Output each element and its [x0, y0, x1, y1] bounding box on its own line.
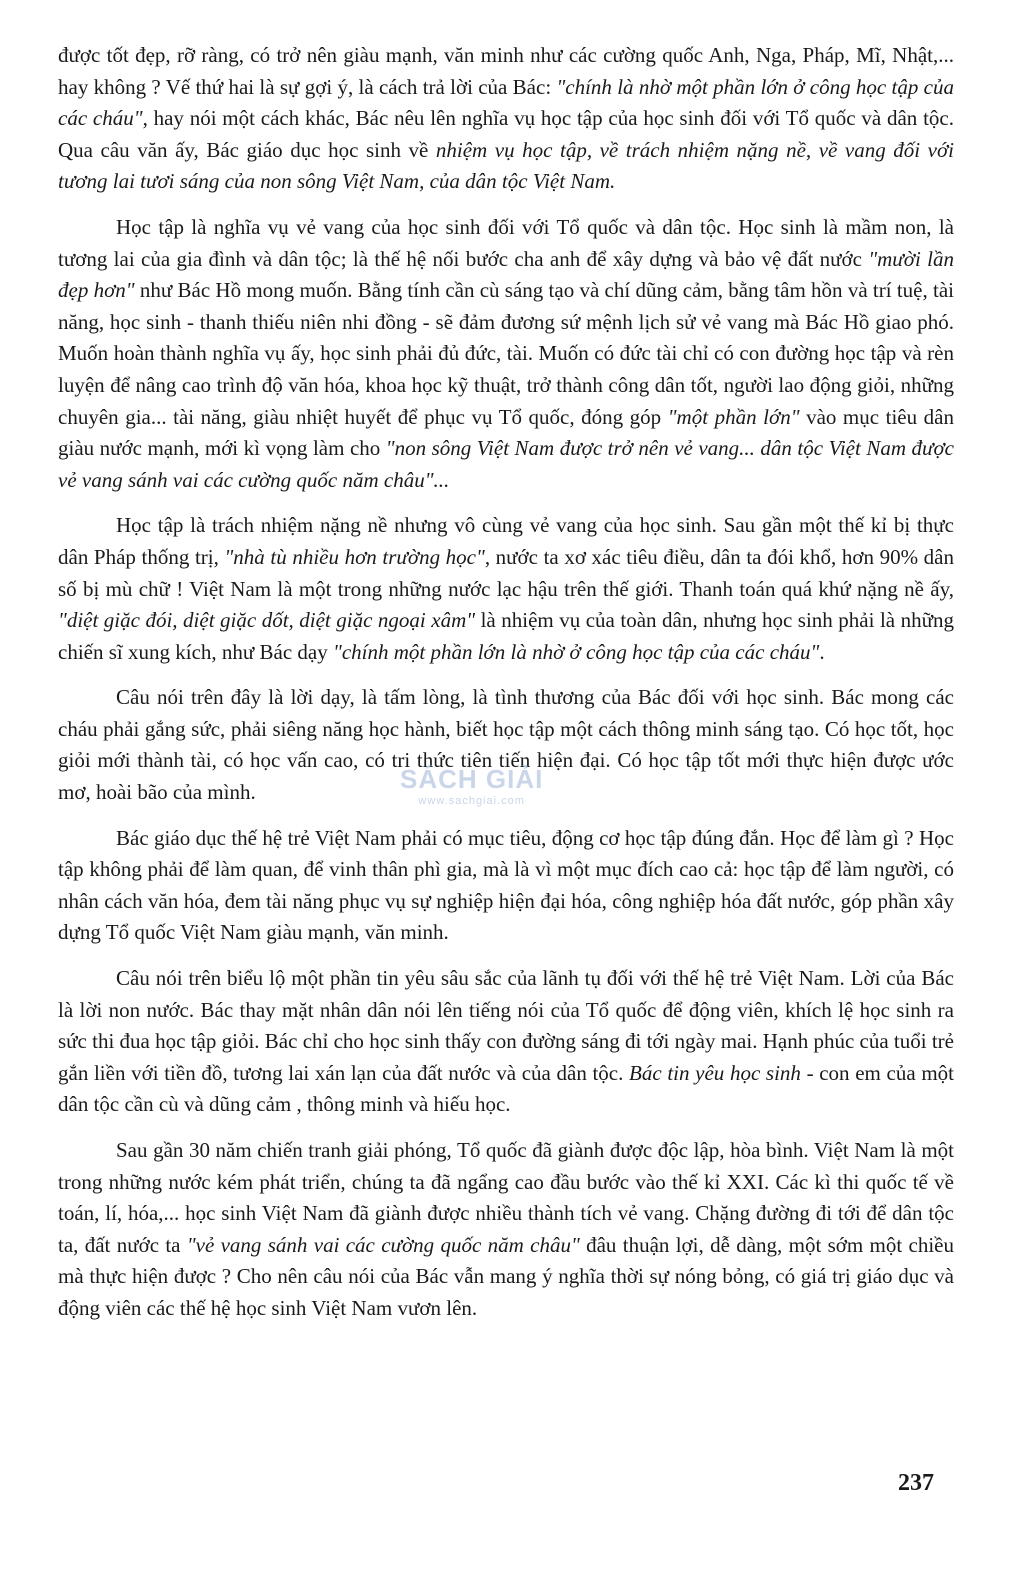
text-run-italic: "non sông Việt Nam được trở nên vẻ vang... dân tộc Việt Nam được vẻ vang sánh vai các cường quốc năm châu"...: [58, 436, 954, 492]
text-run-italic: "nhà tù nhiều hơn trường học": [224, 544, 485, 569]
text-run-italic: "chính là nhờ một phần lớn ở công học tập của các cháu": [58, 74, 954, 131]
watermark-title: SÁCH GIẢI: [400, 764, 544, 794]
text-run: , hay nói một cách khác, Bác nêu lên nghĩa vụ học tập của học sinh đối với Tổ quốc và dân tộc. Qua câu văn ấy, Bác giáo dục học sinh về: [58, 106, 954, 162]
text-run-italic: Bác tin yêu học sinh: [629, 1060, 801, 1085]
text-run: Học tập là trách nhiệm nặng nề nhưng vô cùng vẻ vang của học sinh. Sau gần một thế kỉ bị thực dân Pháp thống trị,: [58, 513, 954, 569]
text-run: là nhiệm vụ của toàn dân, nhưng học sinh phải là những chiến sĩ xung kích, như Bác dạy: [58, 608, 955, 664]
watermark-url: www.sachgiai.com: [418, 795, 525, 807]
paragraph-1: [58, 40, 954, 198]
text-run-italic: "vẻ vang sánh vai các cường quốc năm châu": [186, 1232, 580, 1257]
text-run: .: [819, 639, 825, 664]
text-run: - con em của một dân tộc cần cù và dũng cảm , thông minh và hiếu học.: [58, 1060, 954, 1117]
paragraph-7: [58, 1135, 954, 1325]
page-body: [58, 40, 954, 1339]
text-run: được tốt đẹp, rỡ ràng, có trở nên giàu mạnh, văn minh như các cường quốc Anh, Nga, Pháp, Mĩ, Nhật,... hay không ? Vế thứ hai là sự gợi ý, là cách trả lời của Bác:: [58, 43, 954, 99]
text-run: Sau gần 30 năm chiến tranh giải phóng, Tổ quốc đã giành được độc lập, hòa bình. Việt Nam là một trong những nước kém phát triển, chúng ta đã ngẩng cao đầu bước vào thế kỉ XXI. Các kì thi quốc tế về toán, lí, hóa,... học sinh Việt Nam đã giành được nhiều thành tích vẻ vang. Chặng đường đi tới để dân tộc ta, đất nước ta: [58, 1138, 954, 1257]
paragraph-5: [58, 823, 954, 949]
text-run: , nước ta xơ xác tiêu điều, dân ta đói khổ, hơn 90% dân số bị mù chữ ! Việt Nam là một trong những nước lạc hậu trên thế giới. Thanh toán quá khứ nặng nề ấy,: [58, 544, 954, 601]
text-run: Câu nói trên biểu lộ một phần tin yêu sâu sắc của lãnh tụ đối với thế hệ trẻ Việt Nam. Lời của Bác là lời non nước. Bác thay mặt nhân dân nói lên tiếng nói của Tổ quốc để động viên, khích lệ học sinh ra sức thi đua học tập giỏi. Bác chỉ cho học sinh thấy con đường sáng đi tới ngày mai. Hạnh phúc của tuổi trẻ gắn liền với tiền đồ, tương lai xán lạn của đất nước và của dân tộc.: [58, 966, 954, 1085]
paragraph-4: [58, 682, 954, 808]
text-run-italic: "một phần lớn": [667, 404, 800, 429]
text-run-italic: "chính một phần lớn là nhờ ở công học tập của các cháu": [333, 639, 820, 664]
text-run: Học tập là nghĩa vụ vẻ vang của học sinh đối với Tổ quốc và dân tộc. Học sinh là mầm non, là tương lai của gia đình và dân tộc; là thế hệ nối bước cha anh để xây dựng và bảo vệ đất nước: [58, 214, 954, 271]
paragraph-6: [58, 963, 954, 1121]
text-run: như Bác Hồ mong muốn. Bằng tính cần cù sáng tạo và chí dũng cảm, bằng tâm hồn và trí tuệ, tài năng, học sinh - thanh thiếu niên nhi đồng - sẽ đảm đương sứ mệnh lịch sử vẻ vang mà Bác Hồ giao phó. Muốn hoàn thành nghĩa vụ ấy, học sinh phải đủ đức, tài. Muốn có đức tài chỉ có con đường học tập và rèn luyện để nâng cao trình độ văn hóa, khoa học kỹ thuật, trở thành công dân tốt, người lao động giỏi, những chuyên gia... tài năng, giàu nhiệt huyết để phục vụ Tổ quốc, đóng góp: [58, 278, 954, 429]
paragraph-2: [58, 212, 954, 496]
text-run-italic: "mười lần đẹp hơn": [58, 246, 954, 303]
text-run: đâu thuận lợi, dễ dàng, một sớm một chiều mà thực hiện được ? Cho nên câu nói của Bác vẫn mang ý nghĩa thời sự nóng bỏng, có giá trị giáo dục và động viên các thế hệ học sinh Việt Nam vươn lên.: [58, 1232, 955, 1320]
text-run: vào mục tiêu dân giàu nước mạnh, mới kì vọng làm cho: [58, 404, 954, 461]
text-run-italic: nhiệm vụ học tập, về trách nhiệm nặng nề, về vang đối với tương lai tươi sáng của non sông Việt Nam, của dân tộc Việt Nam.: [58, 137, 954, 194]
text-run: Câu nói trên đây là lời dạy, là tấm lòng, là tình thương của Bác đối với học sinh. Bác mong các cháu phải gắng sức, phải siêng năng học hành, biết học tập một cách thông minh sáng tạo. Có học tốt, học giỏi mới thành tài, có học vấn cao, có tri thức tiên tiến hiện đại. Có học tập tốt mới thực hiện được ước mơ, hoài bão của mình.: [58, 685, 954, 805]
text-run: Bác giáo dục thế hệ trẻ Việt Nam phải có mục tiêu, động cơ học tập đúng đắn. Học để làm gì ? Học tập không phải để làm quan, để vinh thân phì gia, mà là vì một mục đích cao cả: học tập để làm người, có nhân cách văn hóa, đem tài năng phục vụ sự nghiệp hiện đại hóa, công nghiệp hóa đất nước, góp phần xây dựng Tổ quốc Việt Nam giàu mạnh, văn minh.: [58, 825, 954, 945]
text-run-italic: "diệt giặc đói, diệt giặc dốt, diệt giặc ngoại xâm": [58, 608, 476, 633]
page-number: 237: [898, 1470, 934, 1496]
paragraph-3: [58, 510, 954, 668]
